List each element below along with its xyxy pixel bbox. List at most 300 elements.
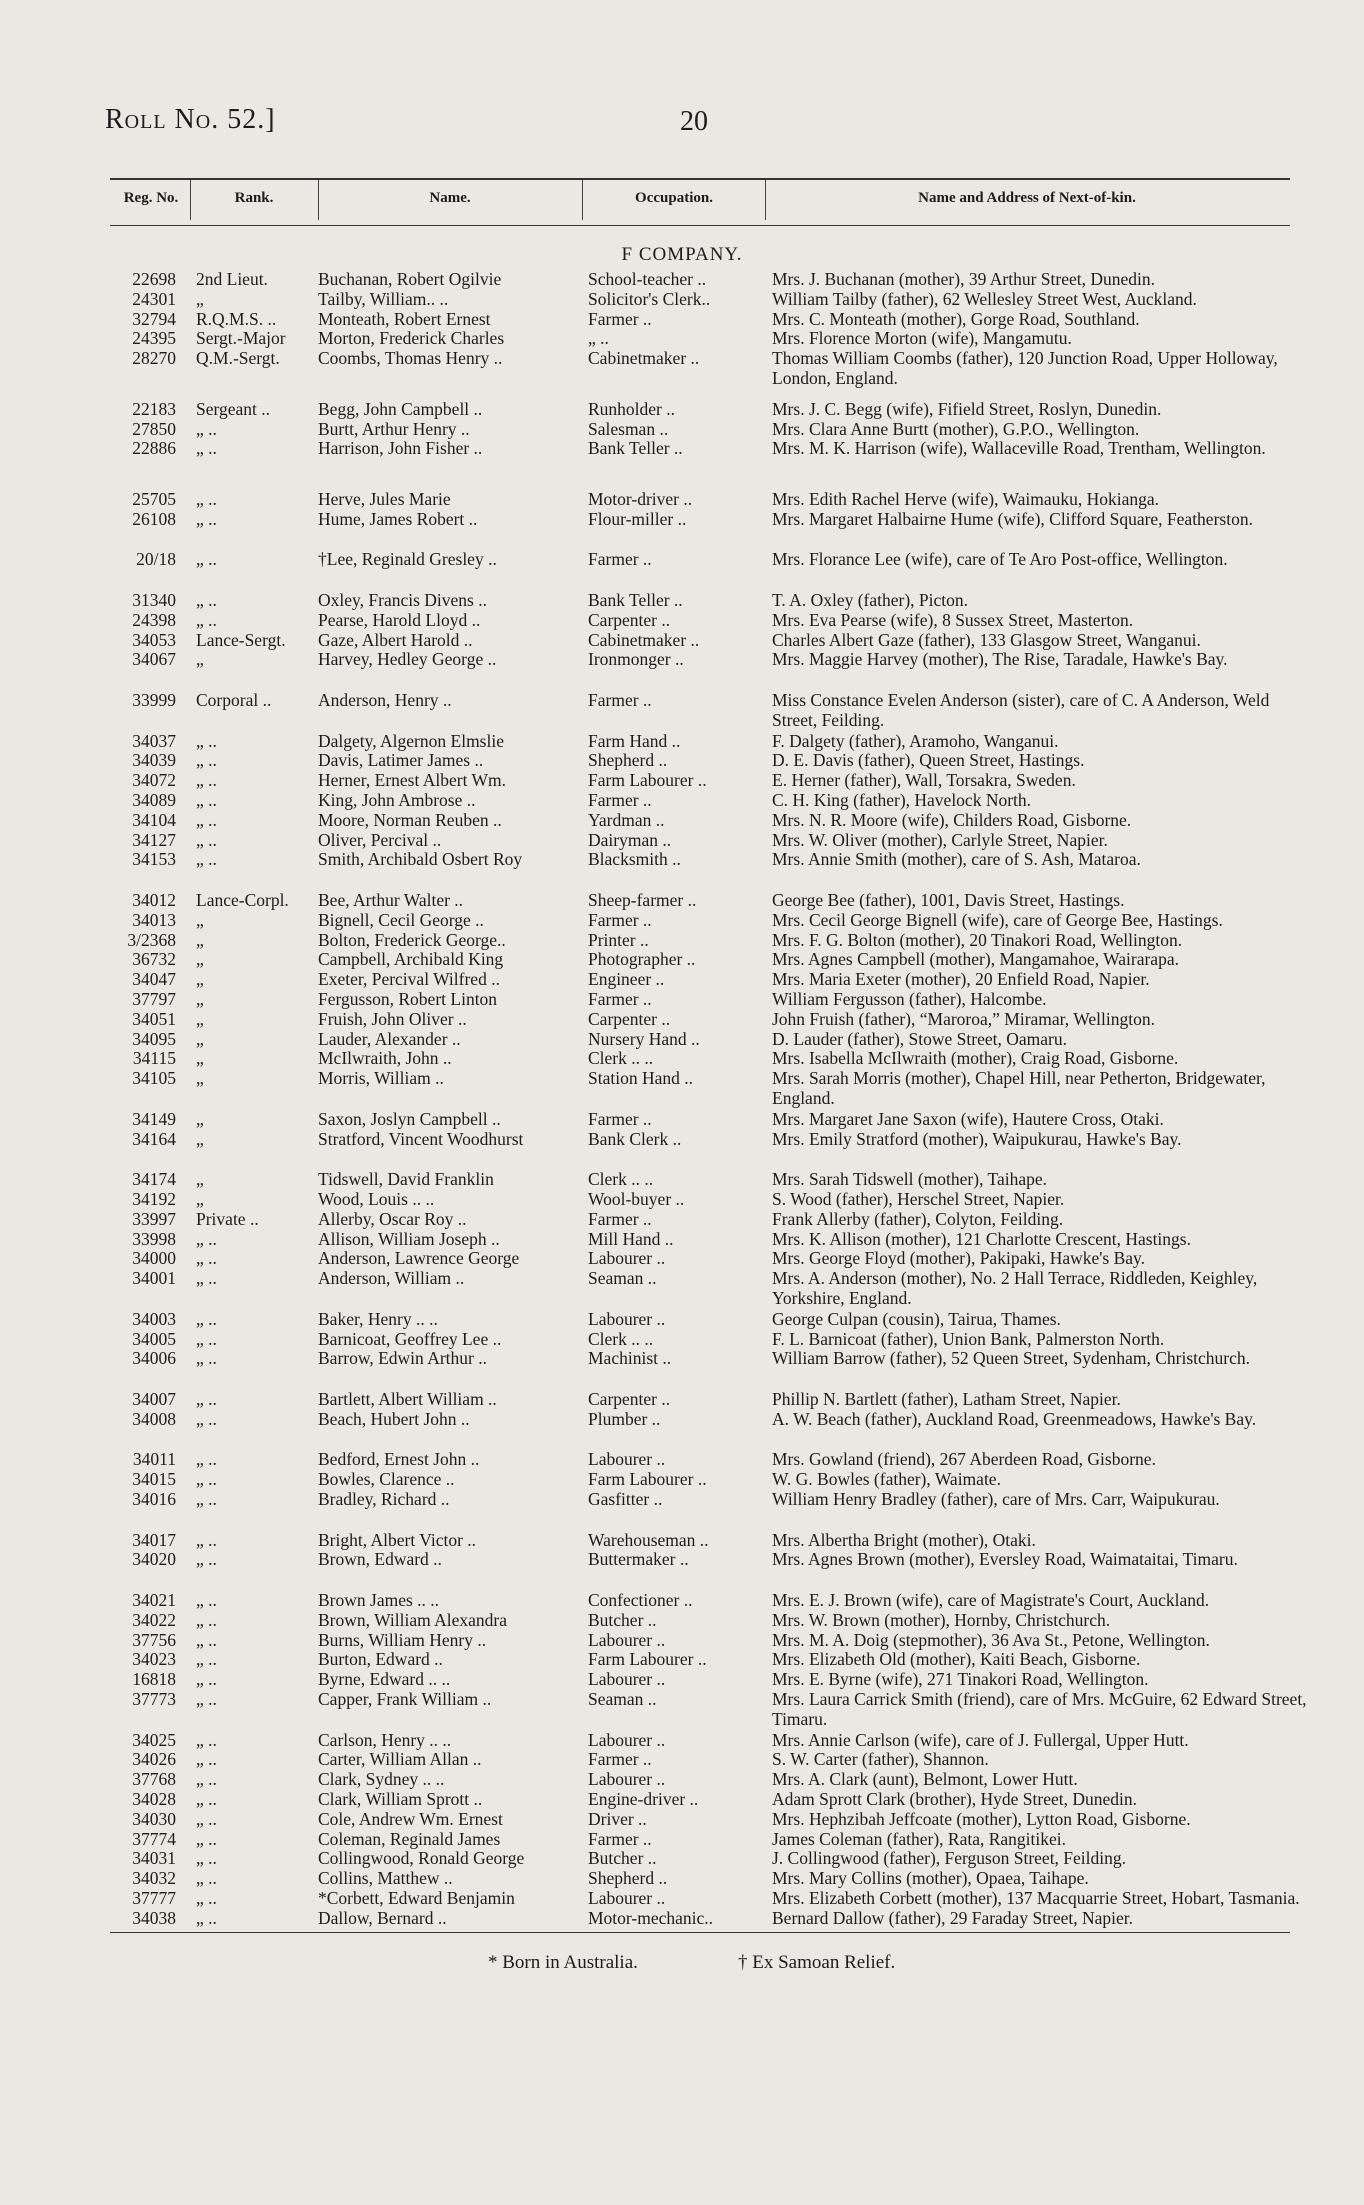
rank: „ .. [196, 1408, 217, 1429]
rank: 2nd Lieut. [196, 269, 268, 289]
reg-number: 32794 [132, 308, 176, 329]
reg-number: 31340 [132, 590, 176, 610]
rank: „ [196, 929, 204, 950]
rank: „ .. [196, 1228, 217, 1249]
reg-number: 37797 [132, 989, 176, 1009]
reg-number: 34192 [132, 1189, 176, 1209]
rank: Sergt.-Major [196, 328, 286, 349]
reg-number: 34105 [132, 1068, 176, 1089]
roll-number: Roll No. 52.] [105, 104, 276, 135]
reg-number: 34031 [132, 1848, 176, 1869]
soldier-name: Bowles, Clarence .. [318, 1469, 455, 1490]
next-of-kin: Mrs. Albertha Bright (mother), Otaki. [772, 1529, 1036, 1550]
soldier-name: Herner, Ernest Albert Wm. [318, 770, 507, 791]
soldier-name: Moore, Norman Reuben .. [318, 809, 502, 830]
header-top-rule [110, 178, 1290, 180]
occupation: Flour-miller .. [588, 508, 687, 529]
reg-number: 22886 [132, 438, 176, 459]
next-of-kin: Mrs. J. Buchanan (mother), 39 Arthur Street, Dunedin. [772, 269, 1155, 289]
occupation: Bank Teller .. [588, 438, 683, 459]
reg-number: 33998 [132, 1228, 176, 1249]
reg-number: 34021 [132, 1590, 176, 1610]
occupation: „ .. [588, 328, 609, 349]
reg-number: 34026 [132, 1749, 176, 1770]
reg-number: 34016 [132, 1489, 176, 1509]
soldier-name: Coleman, Reginald James [318, 1828, 501, 1849]
next-of-kin: Mrs. Florance Lee (wife), care of Te Aro Post-office, Wellington. [772, 549, 1228, 570]
soldier-name: †Lee, Reginald Gresley .. [318, 549, 497, 570]
reg-number: 34053 [132, 629, 176, 650]
next-of-kin: T. A. Oxley (father), Picton. [772, 590, 969, 610]
soldier-name: Bartlett, Albert William .. [318, 1389, 497, 1409]
column-divider [318, 180, 319, 220]
next-of-kin: Mrs. Maggie Harvey (mother), The Rise, Taradale, Hawke's Bay. [772, 649, 1228, 670]
soldier-name: Oxley, Francis Divens .. [318, 590, 487, 610]
rank: „ .. [196, 1489, 217, 1509]
next-of-kin: Miss Constance Evelen Anderson (sister), care of C. A Anderson, Weld Street, Feilding. [772, 690, 1270, 730]
occupation: Clerk .. .. [588, 1169, 654, 1190]
soldier-name: Baker, Henry .. .. [318, 1308, 438, 1329]
reg-number: 34022 [132, 1609, 176, 1630]
next-of-kin: Mrs. A. Anderson (mother), No. 2 Hall Terrace, Riddleden, Keighley, Yorkshire, England. [772, 1268, 1258, 1308]
rank: „ .. [196, 1789, 217, 1809]
column-header-next-of-kin: Name and Address of Next-of-kin. [918, 190, 1136, 206]
soldier-name: Bright, Albert Victor .. [318, 1529, 477, 1550]
next-of-kin: J. Collingwood (father), Ferguson Street, Feilding. [772, 1848, 1127, 1869]
next-of-kin: Mrs. Sarah Tidswell (mother), Taihape. [772, 1169, 1048, 1190]
reg-number: 34023 [132, 1649, 176, 1670]
next-of-kin: S. W. Carter (father), Shannon. [772, 1749, 989, 1770]
occupation: Farmer .. [588, 1749, 652, 1770]
occupation: Seaman .. [588, 1689, 657, 1709]
soldier-name: Bolton, Frederick George.. [318, 929, 506, 950]
reg-number: 25705 [132, 489, 176, 509]
reg-number: 22183 [132, 398, 176, 419]
rank: Lance-Corpl. [196, 890, 289, 910]
footnote-ex-samoan: † Ex Samoan Relief. [738, 1952, 896, 1973]
occupation: Station Hand .. [588, 1068, 693, 1089]
next-of-kin: Mrs. Gowland (friend), 267 Aberdeen Road, Gisborne. [772, 1449, 1156, 1470]
reg-number: 34051 [132, 1008, 176, 1029]
next-of-kin: Mrs. Emily Stratford (mother), Waipukurau, Hawke's Bay. [772, 1128, 1182, 1149]
occupation: Labourer .. [588, 1248, 666, 1269]
occupation: Farmer .. [588, 1108, 652, 1129]
next-of-kin: Mrs. Laura Carrick Smith (friend), care of Mrs. McGuire, 62 Edward Street, Timaru. [772, 1689, 1307, 1729]
next-of-kin: Adam Sprott Clark (brother), Hyde Street, Dunedin. [772, 1789, 1137, 1809]
occupation: Seaman .. [588, 1268, 657, 1289]
soldier-name: Stratford, Vincent Woodhurst [318, 1128, 524, 1149]
soldier-name: Brown, Edward .. [318, 1549, 442, 1570]
rank: „ .. [196, 1308, 217, 1329]
occupation: Labourer .. [588, 1729, 666, 1750]
soldier-name: Tailby, William.. .. [318, 288, 449, 309]
rank: „ .. [196, 790, 217, 810]
soldier-name: Monteath, Robert Ernest [318, 308, 491, 329]
occupation: Plumber .. [588, 1408, 661, 1429]
rank: „ .. [196, 1609, 217, 1630]
soldier-name: Clark, Sydney .. .. [318, 1769, 445, 1790]
next-of-kin: Mrs. J. C. Begg (wife), Fifield Street, Roslyn, Dunedin. [772, 398, 1162, 419]
rank: „ [196, 1048, 204, 1069]
reg-number: 37768 [132, 1769, 176, 1790]
soldier-name: Burns, William Henry .. [318, 1629, 487, 1650]
occupation: Machinist .. [588, 1348, 672, 1369]
soldier-name: Morton, Frederick Charles [318, 328, 505, 349]
rank: „ .. [196, 1749, 217, 1770]
rank: „ [196, 649, 204, 670]
reg-number: 34153 [132, 849, 176, 870]
next-of-kin: Mrs. Elizabeth Old (mother), Kaiti Beach, Gisborne. [772, 1649, 1141, 1670]
occupation: Farmer .. [588, 1208, 652, 1229]
rank: „ .. [196, 1868, 217, 1889]
occupation: Bank Teller .. [588, 590, 683, 610]
column-header-name: Name. [429, 190, 471, 206]
soldier-name: Anderson, Henry .. [318, 690, 452, 710]
occupation: Engine-driver .. [588, 1789, 699, 1809]
rank: „ .. [196, 609, 217, 630]
reg-number: 34005 [132, 1328, 176, 1349]
rank: „ .. [196, 1669, 217, 1690]
rank: „ .. [196, 549, 217, 570]
rank: „ .. [196, 508, 217, 529]
next-of-kin: Mrs. Elizabeth Corbett (mother), 137 Macquarrie Street, Hobart, Tasmania. [772, 1888, 1300, 1908]
next-of-kin: Mrs. Clara Anne Burtt (mother), G.P.O., Wellington. [772, 418, 1140, 439]
next-of-kin: William Tailby (father), 62 Wellesley Street West, Auckland. [772, 288, 1197, 309]
occupation: Carpenter .. [588, 1389, 671, 1409]
occupation: Motor-driver .. [588, 489, 693, 509]
next-of-kin: Mrs. M. K. Harrison (wife), Wallaceville Road, Trentham, Wellington. [772, 438, 1266, 459]
occupation: Butcher .. [588, 1609, 657, 1630]
next-of-kin: George Bee (father), 1001, Davis Street, Hastings. [772, 890, 1125, 910]
soldier-name: Exeter, Percival Wilfred .. [318, 969, 500, 990]
occupation: Motor-mechanic.. [588, 1907, 714, 1928]
soldier-name: Capper, Frank William .. [318, 1689, 492, 1709]
occupation: Blacksmith .. [588, 849, 681, 870]
occupation: Labourer .. [588, 1669, 666, 1690]
rank: „ .. [196, 1629, 217, 1650]
occupation: Farmer .. [588, 690, 652, 710]
reg-number: 37777 [132, 1888, 176, 1908]
reg-number: 34038 [132, 1907, 176, 1928]
next-of-kin: F. Dalgety (father), Aramoho, Wanganui. [772, 730, 1059, 751]
reg-number: 34149 [132, 1108, 176, 1129]
footnote-born-australia: * Born in Australia. [488, 1952, 638, 1973]
rank: „ [196, 1169, 204, 1190]
soldier-name: Bedford, Ernest John .. [318, 1449, 480, 1470]
reg-number: 20/18 [136, 549, 176, 570]
occupation: Labourer .. [588, 1308, 666, 1329]
occupation: Farmer .. [588, 1828, 652, 1849]
occupation: Shepherd .. [588, 1868, 668, 1889]
soldier-name: Anderson, William .. [318, 1268, 465, 1289]
rank: „ .. [196, 1649, 217, 1670]
rank: „ .. [196, 829, 217, 850]
next-of-kin: Mrs. Mary Collins (mother), Opaea, Taihape. [772, 1868, 1089, 1889]
occupation: Printer .. [588, 929, 649, 950]
next-of-kin: Mrs. Agnes Brown (mother), Eversley Road, Waimataitai, Timaru. [772, 1549, 1238, 1570]
reg-number: 34011 [132, 1449, 176, 1470]
rank: „ [196, 1028, 204, 1049]
rank: „ .. [196, 809, 217, 830]
next-of-kin: Mrs. Hephzibah Jeffcoate (mother), Lytton Road, Gisborne. [772, 1808, 1191, 1829]
rank: „ .. [196, 1449, 217, 1470]
rank: „ .. [196, 1389, 217, 1409]
rank: „ .. [196, 1907, 217, 1928]
reg-number: 27850 [132, 418, 176, 439]
soldier-name: Collins, Matthew .. [318, 1868, 453, 1889]
column-divider [765, 180, 766, 220]
occupation: Driver .. [588, 1808, 647, 1829]
soldier-name: Lauder, Alexander .. [318, 1028, 461, 1049]
rank: „ .. [196, 1848, 217, 1869]
occupation: Buttermaker .. [588, 1549, 689, 1570]
reg-number: 34028 [132, 1789, 176, 1809]
occupation: Shepherd .. [588, 750, 668, 771]
reg-number: 34072 [132, 770, 176, 791]
reg-number: 37773 [132, 1689, 176, 1709]
soldier-name: Bignell, Cecil George .. [318, 909, 484, 930]
soldier-name: Beach, Hubert John .. [318, 1408, 470, 1429]
soldier-name: King, John Ambrose .. [318, 790, 476, 810]
occupation: Farmer .. [588, 909, 652, 930]
reg-number: 22698 [132, 269, 176, 289]
reg-number: 34000 [132, 1248, 176, 1269]
next-of-kin: S. Wood (father), Herschel Street, Napier. [772, 1189, 1065, 1209]
next-of-kin: Mrs. George Floyd (mother), Pakipaki, Hawke's Bay. [772, 1248, 1146, 1269]
reg-number: 34104 [132, 809, 176, 830]
soldier-name: Tidswell, David Franklin [318, 1169, 494, 1190]
soldier-name: Cole, Andrew Wm. Ernest [318, 1808, 503, 1829]
occupation: Farm Labourer .. [588, 1469, 707, 1490]
reg-number: 34174 [132, 1169, 176, 1190]
rank: „ .. [196, 1590, 217, 1610]
soldier-name: Pearse, Harold Lloyd .. [318, 609, 481, 630]
next-of-kin: Mrs. Agnes Campbell (mother), Mangamahoe, Wairarapa. [772, 949, 1179, 970]
occupation: Farmer .. [588, 308, 652, 329]
soldier-name: Barrow, Edwin Arthur .. [318, 1348, 487, 1369]
soldier-name: Carter, William Allan .. [318, 1749, 482, 1770]
page-number: 20 [680, 106, 708, 137]
reg-number: 34025 [132, 1729, 176, 1750]
soldier-name: Bee, Arthur Walter .. [318, 890, 464, 910]
next-of-kin: Mrs. C. Monteath (mother), Gorge Road, Southland. [772, 308, 1140, 329]
next-of-kin: Phillip N. Bartlett (father), Latham Street, Napier. [772, 1389, 1121, 1409]
reg-number: 37774 [132, 1828, 176, 1849]
soldier-name: Coombs, Thomas Henry .. [318, 348, 503, 369]
reg-number: 34017 [132, 1529, 176, 1550]
column-header-reg: Reg. No. [123, 190, 179, 206]
reg-number: 34127 [132, 829, 176, 850]
soldier-name: Fergusson, Robert Linton [318, 989, 498, 1009]
rank: „ .. [196, 730, 217, 751]
next-of-kin: Mrs. Annie Smith (mother), care of S. Ash, Mataroa. [772, 849, 1141, 870]
soldier-name: Burtt, Arthur Henry .. [318, 418, 470, 439]
soldier-name: Carlson, Henry .. .. [318, 1729, 452, 1750]
rank: „ [196, 969, 204, 990]
rank: „ [196, 1008, 204, 1029]
next-of-kin: C. H. King (father), Havelock North. [772, 790, 1032, 810]
next-of-kin: Mrs. Margaret Jane Saxon (wife), Hautere Cross, Otaki. [772, 1108, 1164, 1129]
reg-number: 24395 [132, 328, 176, 349]
next-of-kin: Mrs. Isabella McIlwraith (mother), Craig Road, Gisborne. [772, 1048, 1179, 1069]
soldier-name: Campbell, Archibald King [318, 949, 504, 970]
occupation: Confectioner .. [588, 1590, 693, 1610]
next-of-kin: George Culpan (cousin), Tairua, Thames. [772, 1308, 1061, 1329]
reg-number: 3/2368 [127, 929, 176, 950]
next-of-kin: A. W. Beach (father), Auckland Road, Greenmeadows, Hawke's Bay. [772, 1408, 1257, 1429]
next-of-kin: Mrs. Edith Rachel Herve (wife), Waimauku, Hokianga. [772, 489, 1160, 509]
rank: „ [196, 949, 204, 970]
next-of-kin: Frank Allerby (father), Colyton, Feilding. [772, 1208, 1064, 1229]
rank: „ .. [196, 489, 217, 509]
reg-number: 34037 [132, 730, 176, 751]
rank: „ [196, 1068, 204, 1089]
occupation: Butcher .. [588, 1848, 657, 1869]
next-of-kin: Mrs. Eva Pearse (wife), 8 Sussex Street, Masterton. [772, 609, 1134, 630]
next-of-kin: Charles Albert Gaze (father), 133 Glasgow Street, Wanganui. [772, 629, 1201, 650]
soldier-name: Dallow, Bernard .. [318, 1907, 447, 1928]
occupation: Engineer .. [588, 969, 665, 990]
occupation: Cabinetmaker .. [588, 348, 700, 369]
reg-number: 33999 [132, 690, 176, 710]
rank: „ [196, 1108, 204, 1129]
soldier-name: Smith, Archibald Osbert Roy [318, 849, 523, 870]
reg-number: 24301 [132, 288, 176, 309]
soldier-name: Allerby, Oscar Roy .. [318, 1208, 467, 1229]
soldier-name: Morris, William .. [318, 1068, 444, 1089]
next-of-kin: Mrs. E. Byrne (wife), 271 Tinakori Road, Wellington. [772, 1669, 1149, 1690]
rank: „ [196, 288, 204, 309]
rank: „ .. [196, 1888, 217, 1908]
occupation: Farmer .. [588, 549, 652, 570]
occupation: Farm Labourer .. [588, 770, 707, 791]
soldier-name: Bradley, Richard .. [318, 1489, 450, 1509]
reg-number: 37756 [132, 1629, 176, 1650]
reg-number: 34039 [132, 750, 176, 771]
next-of-kin: William Henry Bradley (father), care of Mrs. Carr, Waipukurau. [772, 1489, 1220, 1509]
reg-number: 34164 [132, 1128, 176, 1149]
column-header-rank: Rank. [234, 190, 274, 206]
soldier-name: Byrne, Edward .. .. [318, 1669, 451, 1690]
rank: „ [196, 1189, 204, 1209]
occupation: Farmer .. [588, 989, 652, 1009]
occupation: Gasfitter .. [588, 1489, 663, 1509]
rank: „ .. [196, 750, 217, 771]
next-of-kin: Thomas William Coombs (father), 120 Junction Road, Upper Holloway, London, England. [772, 348, 1278, 388]
soldier-name: Oliver, Percival .. [318, 829, 442, 850]
occupation: Mill Hand .. [588, 1228, 674, 1249]
next-of-kin: Mrs. Margaret Halbairne Hume (wife), Clifford Square, Featherston. [772, 508, 1253, 529]
occupation: Carpenter .. [588, 609, 671, 630]
rank: „ .. [196, 1348, 217, 1369]
occupation: School-teacher .. [588, 269, 707, 289]
rank: „ .. [196, 770, 217, 791]
column-divider [190, 180, 191, 220]
next-of-kin: Mrs. A. Clark (aunt), Belmont, Lower Hutt. [772, 1769, 1078, 1790]
soldier-name: Saxon, Joslyn Campbell .. [318, 1108, 501, 1129]
rank: „ .. [196, 1729, 217, 1750]
soldier-name: Gaze, Albert Harold .. [318, 629, 473, 650]
next-of-kin: Mrs. Florence Morton (wife), Mangamutu. [772, 328, 1072, 349]
soldier-name: Fruish, John Oliver .. [318, 1008, 467, 1029]
reg-number: 36732 [132, 949, 176, 970]
occupation: Salesman .. [588, 418, 669, 439]
rank: Corporal .. [196, 690, 272, 710]
occupation: Bank Clerk .. [588, 1128, 682, 1149]
soldier-name: McIlwraith, John .. [318, 1048, 452, 1069]
rank: „ .. [196, 1689, 217, 1709]
soldier-name: Brown, William Alexandra [318, 1609, 508, 1630]
rank: „ .. [196, 1469, 217, 1490]
reg-number: 34001 [132, 1268, 176, 1289]
occupation: Farm Hand .. [588, 730, 681, 751]
next-of-kin: F. L. Barnicoat (father), Union Bank, Palmerston North. [772, 1328, 1165, 1349]
occupation: Labourer .. [588, 1449, 666, 1470]
next-of-kin: Mrs. N. R. Moore (wife), Childers Road, Gisborne. [772, 809, 1132, 830]
next-of-kin: Mrs. Sarah Morris (mother), Chapel Hill, near Petherton, Bridgewater, England. [772, 1068, 1266, 1108]
company-heading: F COMPANY. [621, 244, 743, 265]
occupation: Labourer .. [588, 1629, 666, 1650]
next-of-kin: Mrs. M. A. Doig (stepmother), 36 Ava St., Petone, Wellington. [772, 1629, 1210, 1650]
next-of-kin: Mrs. E. J. Brown (wife), care of Magistrate's Court, Auckland. [772, 1590, 1210, 1610]
soldier-name: *Corbett, Edward Benjamin [318, 1888, 515, 1908]
reg-number: 34047 [132, 969, 176, 990]
rank: „ .. [196, 1529, 217, 1550]
occupation: Yardman .. [588, 809, 665, 830]
rank: „ .. [196, 849, 217, 870]
reg-number: 34089 [132, 790, 176, 810]
reg-number: 34020 [132, 1549, 176, 1570]
soldier-name: Collingwood, Ronald George [318, 1848, 525, 1869]
soldier-name: Hume, James Robert .. [318, 508, 478, 529]
rank: Private .. [196, 1208, 259, 1229]
rank: Q.M.-Sergt. [196, 348, 280, 369]
reg-number: 34008 [132, 1408, 176, 1429]
soldier-name: Burton, Edward .. [318, 1649, 443, 1670]
soldier-name: Clark, William Sprott .. [318, 1789, 483, 1809]
rank: „ .. [196, 438, 217, 459]
rank: „ .. [196, 1328, 217, 1349]
rank: R.Q.M.S. .. [196, 308, 277, 329]
occupation: Clerk .. .. [588, 1328, 654, 1349]
reg-number: 34067 [132, 649, 176, 670]
reg-number: 34095 [132, 1028, 176, 1049]
next-of-kin: W. G. Bowles (father), Waimate. [772, 1469, 1001, 1490]
reg-number: 28270 [132, 348, 176, 369]
occupation: Farmer .. [588, 790, 652, 810]
soldier-name: Harvey, Hedley George .. [318, 649, 497, 670]
next-of-kin: D. Lauder (father), Stowe Street, Oamaru. [772, 1028, 1067, 1049]
next-of-kin: William Barrow (father), 52 Queen Street, Sydenham, Christchurch. [772, 1348, 1250, 1369]
soldier-name: Brown James .. .. [318, 1590, 440, 1610]
rank: „ [196, 989, 204, 1009]
rank: „ .. [196, 418, 217, 439]
reg-number: 24398 [132, 609, 176, 630]
reg-number: 34007 [132, 1389, 176, 1409]
rank: „ .. [196, 1769, 217, 1790]
reg-number: 34115 [132, 1048, 176, 1069]
rank: „ .. [196, 590, 217, 610]
occupation: Photographer .. [588, 949, 696, 970]
rank: „ .. [196, 1828, 217, 1849]
occupation: Labourer .. [588, 1769, 666, 1790]
occupation: Clerk .. .. [588, 1048, 654, 1069]
reg-number: 34012 [132, 890, 176, 910]
next-of-kin: John Fruish (father), “Maroroa,” Miramar, Wellington. [772, 1008, 1155, 1029]
soldier-name: Herve, Jules Marie [318, 489, 451, 509]
occupation: Carpenter .. [588, 1008, 671, 1029]
rank: Lance-Sergt. [196, 629, 286, 650]
